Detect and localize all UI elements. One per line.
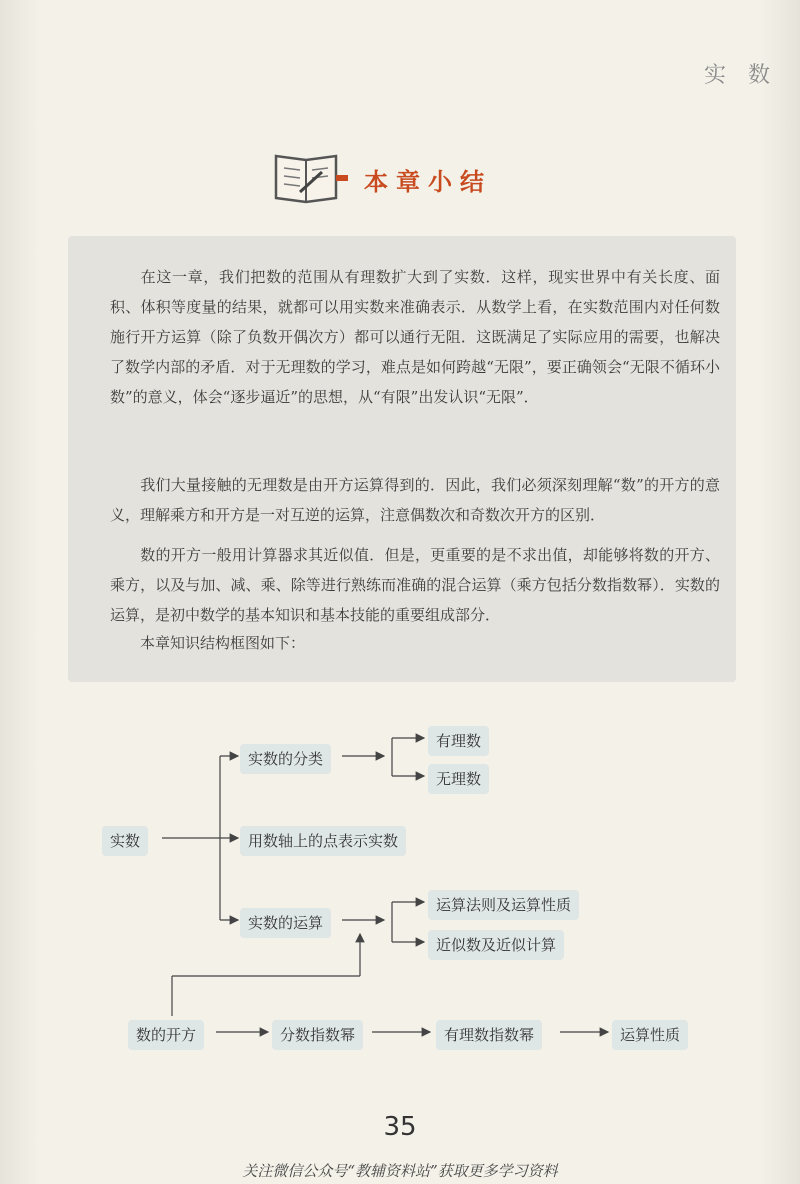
diagram-node-real-numbers: 实数 [102,826,148,856]
summary-paragraph-3: 数的开方一般用计算器求其近似值．但是，更重要的是不求出值，却能够将数的开方、乘方，以及与加、减、乘、除等进行熟练而准确的混合运算（乘方包括分数指数幂）．实数的运算，是初中数学的基本知识和基本技能的重要组成部分． [110,546,720,624]
page-number: 35 [383,1112,417,1142]
summary-paragraph-2: 我们大量接触的无理数是由开方运算得到的．因此，我们必须深刻理解“数”的开方的意义，理解乘方和开方是一对互逆的运算，注意偶数次和奇数次开方的区别． [110,476,720,524]
diagram-node-operations: 实数的运算 [240,908,331,938]
diagram-node-irrational: 无理数 [428,764,489,794]
running-header: 实 数 [703,63,770,88]
diagram-node-approximation: 近似数及近似计算 [428,930,564,960]
diagram-node-rules: 运算法则及运算性质 [428,890,579,920]
chapter-summary-heading: 本章小结 [364,167,492,196]
diagram-node-fractional-powers: 分数指数幂 [272,1020,363,1050]
diagram-node-roots: 数的开方 [128,1020,204,1050]
summary-paragraph-4: 本章知识结构框图如下： [140,634,306,652]
diagram-node-rational-powers: 有理数指数幂 [436,1020,542,1050]
diagram-node-classification: 实数的分类 [240,744,331,774]
diagram-node-properties: 运算性质 [612,1020,688,1050]
diagram-node-rational: 有理数 [428,726,489,756]
summary-paragraph-1: 在这一章，我们把数的范围从有理数扩大到了实数．这样，现实世界中有关长度、面积、体积等度量的结果，就都可以用实数来准确表示．从数学上看，在实数范围内对任何数施行开方运算（除了负数开偶次方）都可以通行无阻．这既满足了实际应用的需要，也解决了数学内部的矛盾．对于无理数的学习，难点是如何跨越“无限”，要正确领会“无限不循环小数”的意义，体会“逐步逼近”的思想，从“有限”出发认识“无限”． [110,268,720,406]
diagram-node-number-line: 用数轴上的点表示实数 [240,826,406,856]
footer-watermark-text: 关注微信公众号“教辅资料站”获取更多学习资料 [242,1162,558,1180]
